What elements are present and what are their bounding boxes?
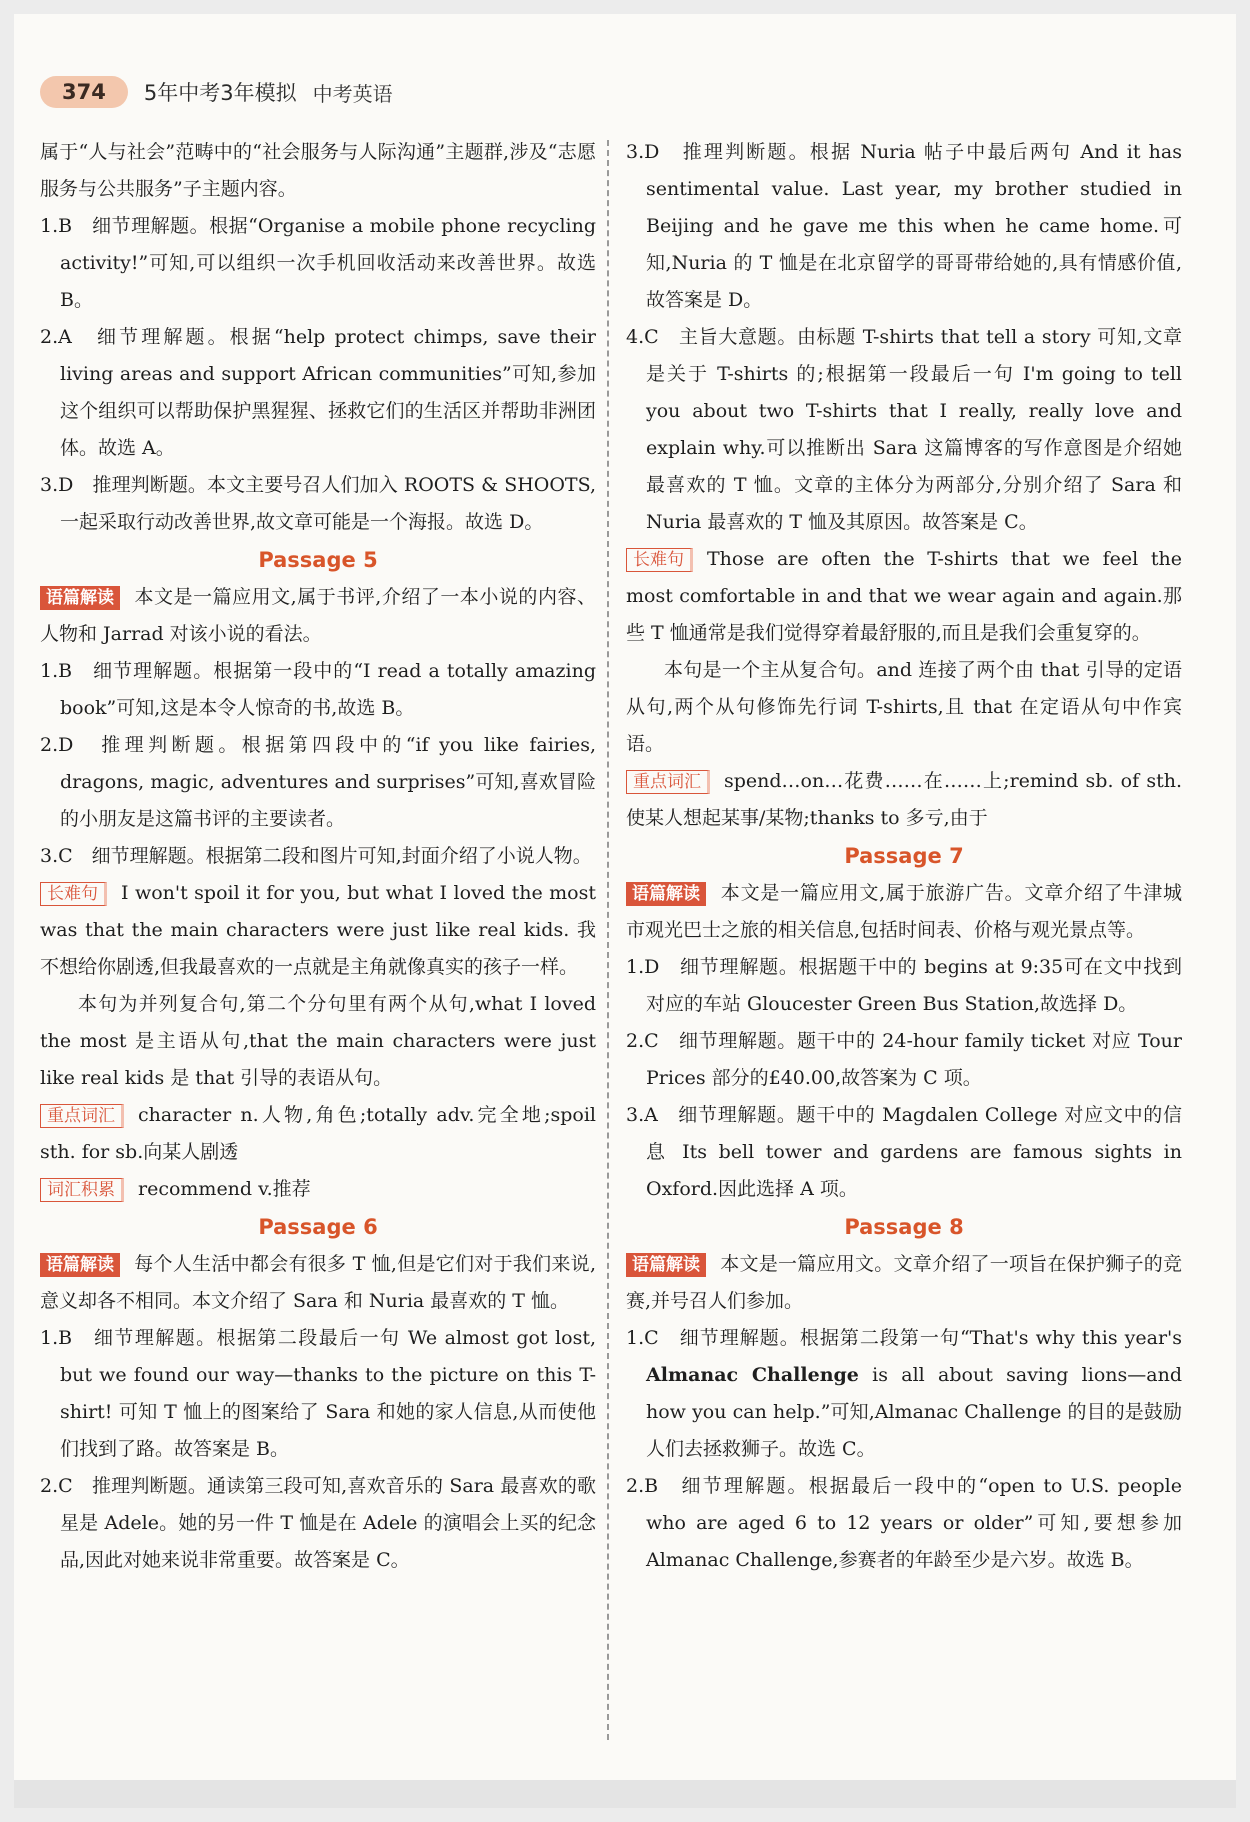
- long-sentence-tag: 长难句: [40, 882, 107, 906]
- intro-text: 属于“人与社会”范畴中的“社会服务与人际沟通”主题群,涉及“志愿服务与公共服务”子主题内容。: [40, 141, 596, 200]
- accum-text: recommend v.推荐: [138, 1178, 311, 1200]
- right-column: [626, 134, 1182, 1579]
- vocab-tag: 重点词汇: [626, 770, 710, 794]
- reading-paragraph: [40, 1246, 596, 1320]
- page-number: 374: [40, 76, 128, 108]
- reading-tag: 语篇解读: [626, 1253, 706, 1277]
- passage-title: Passage 5: [258, 548, 378, 572]
- answer-item: 1.B 细节理解题。根据第二段最后一句 We almost got lost, but we found our way—thanks to the picture on this T-shirt! 可知 T 恤上的图案给了 Sara 和她的家人信息,从而使他们找到了路。故答案是 B。: [40, 1327, 596, 1460]
- answer-item: 2.B 细节理解题。根据最后一段中的“open to U.S. people who are aged 6 to 12 years or older”可知,要想参加 Almanac Challenge,参赛者的年龄至少是六岁。故选 B。: [626, 1475, 1182, 1571]
- page-bottom-band: [14, 1780, 1236, 1808]
- reading-tag: 语篇解读: [40, 586, 120, 610]
- sentence-analysis: 本句为并列复合句,第二个分句里有两个从句,what I loved the most 是主语从句,that the main characters were just like real kids 是 that 引导的表语从句。: [40, 993, 596, 1089]
- vocab-paragraph: [40, 1097, 596, 1171]
- reading-tag: 语篇解读: [40, 1253, 120, 1277]
- long-sentence: [40, 875, 596, 986]
- vocab-text: character n.人物,角色;totally adv.完全地;spoil sth. for sb.向某人剧透: [40, 1104, 596, 1163]
- subject-label: 中考英语: [312, 81, 393, 106]
- vocab-tag: 重点词汇: [40, 1104, 124, 1128]
- answer-item: 2.A 细节理解题。根据“help protect chimps, save their living areas and support African communities”可知,参加这个组织可以帮助保护黑猩猩、拯救它们的生活区并帮助非洲团体。故选 A。: [40, 326, 596, 459]
- reading-paragraph: [626, 875, 1182, 949]
- passage-title: Passage 8: [844, 1215, 964, 1239]
- reading-text: 本文是一篇应用文,属于旅游广告。文章介绍了牛津城市观光巴士之旅的相关信息,包括时间表、价格与观光景点等。: [626, 882, 1182, 941]
- answer-item: 2.C 推理判断题。通读第三段可知,喜欢音乐的 Sara 最喜欢的歌星是 Adele。她的另一件 T 恤是在 Adele 的演唱会上买的纪念品,因此对她来说非常重要。故答案是 C。: [40, 1475, 596, 1571]
- long-sentence-text: Those are often the T-shirts that we feel the most comfortable in and that we wear again and again.那些 T 恤通常是我们觉得穿着最舒服的,而且是我们会重复穿的。: [626, 548, 1182, 644]
- column-divider: [607, 140, 609, 1740]
- book-title: 5年中考3年模拟: [143, 81, 297, 105]
- reading-text: 本文是一篇应用文。文章介绍了一项旨在保护狮子的竞赛,并号召人们参加。: [626, 1253, 1182, 1312]
- answer-item: 1.B 细节理解题。根据第一段中的“I read a totally amazing book”可知,这是本令人惊奇的书,故选 B。: [40, 660, 596, 719]
- reading-text: 每个人生活中都会有很多 T 恤,但是它们对于我们来说,意义却各不相同。本文介绍了 Sara 和 Nuria 最喜欢的 T 恤。: [40, 1253, 596, 1312]
- answer-item: 3.A 细节理解题。题干中的 Magdalen College 对应文中的信息 Its bell tower and gardens are famous sights in Oxford.因此选择 A 项。: [626, 1104, 1182, 1200]
- passage-title: Passage 6: [258, 1215, 378, 1239]
- answer-item: 3.D 推理判断题。本文主要号召人们加入 ROOTS & SHOOTS,一起采取行动改善世界,故文章可能是一个海报。故选 D。: [40, 474, 596, 533]
- answer-item: 3.D 推理判断题。根据 Nuria 帖子中最后两句 And it has sentimental value. Last year, my brother studied in Beijing and he gave me this when he came home.可知,Nuria 的 T 恤是在北京留学的哥哥带给她的,具有情感价值,故答案是 D。: [626, 141, 1182, 311]
- answer-item: 1.D 细节理解题。根据题干中的 begins at 9:35可在文中找到对应的车站 Gloucester Green Bus Station,故选择 D。: [626, 956, 1182, 1015]
- answer-item: 2.D 推理判断题。根据第四段中的“if you like fairies, dragons, magic, adventures and surprises”可知,喜欢冒险的小朋友是这篇书评的主要读者。: [40, 734, 596, 830]
- answer-item: 2.C 细节理解题。题干中的 24-hour family ticket 对应 Tour Prices 部分的£40.00,故答案为 C 项。: [626, 1030, 1182, 1089]
- answer-item: [626, 1320, 1182, 1468]
- answer-item: 3.C 细节理解题。根据第二段和图片可知,封面介绍了小说人物。: [40, 845, 592, 867]
- accum-paragraph: [40, 1171, 596, 1208]
- left-column: [40, 134, 596, 1579]
- answer-item: 4.C 主旨大意题。由标题 T-shirts that tell a story 可知,文章是关于 T-shirts 的;根据第一段最后一句 I'm going to tell you about two T-shirts that I really, really love and explain why.可以推断出 Sara 这篇博客的写作意图是介绍她最喜欢的 T 恤。文章的主体分为两部分,分别介绍了 Sara 和 Nuria 最喜欢的 T 恤及其原因。故答案是 C。: [626, 326, 1182, 533]
- reading-paragraph: [626, 1246, 1182, 1320]
- answer-item: 1.B 细节理解题。根据“Organise a mobile phone recycling activity!”可知,可以组织一次手机回收活动来改善世界。故选 B。: [40, 215, 596, 311]
- vocab-text: spend…on…花费……在……上;remind sb. of sth.使某人想起某事/某物;thanks to 多亏,由于: [626, 770, 1182, 829]
- passage-title: Passage 7: [844, 844, 964, 868]
- long-sentence-text: I won't spoil it for you, but what I loved the most was that the main characters were just like real kids. 我不想给你剧透,但我最喜欢的一点就是主角就像真实的孩子一样。: [40, 882, 596, 978]
- reading-paragraph: [40, 579, 596, 653]
- reading-text: 本文是一篇应用文,属于书评,介绍了一本小说的内容、人物和 Jarrad 对该小说的看法。: [40, 586, 596, 645]
- bold-term: Almanac Challenge: [646, 1364, 859, 1386]
- accum-tag: 词汇积累: [40, 1178, 124, 1202]
- long-sentence-tag: 长难句: [626, 548, 693, 572]
- reading-tag: 语篇解读: [626, 882, 706, 906]
- page-header: [40, 70, 393, 114]
- long-sentence: [626, 541, 1182, 652]
- answer-text: is all about saving lions—and how you can help.”可知,Almanac Challenge 的目的是鼓励人们去拯救狮子。故选 C。: [646, 1364, 1182, 1460]
- vocab-paragraph: [626, 763, 1182, 837]
- answer-text: 1.C 细节理解题。根据第二段第一句“That's why this year's: [626, 1327, 1182, 1349]
- sentence-analysis: 本句是一个主从复合句。and 连接了两个由 that 引导的定语从句,两个从句修饰先行词 T-shirts,且 that 在定语从句中作宾语。: [626, 659, 1182, 755]
